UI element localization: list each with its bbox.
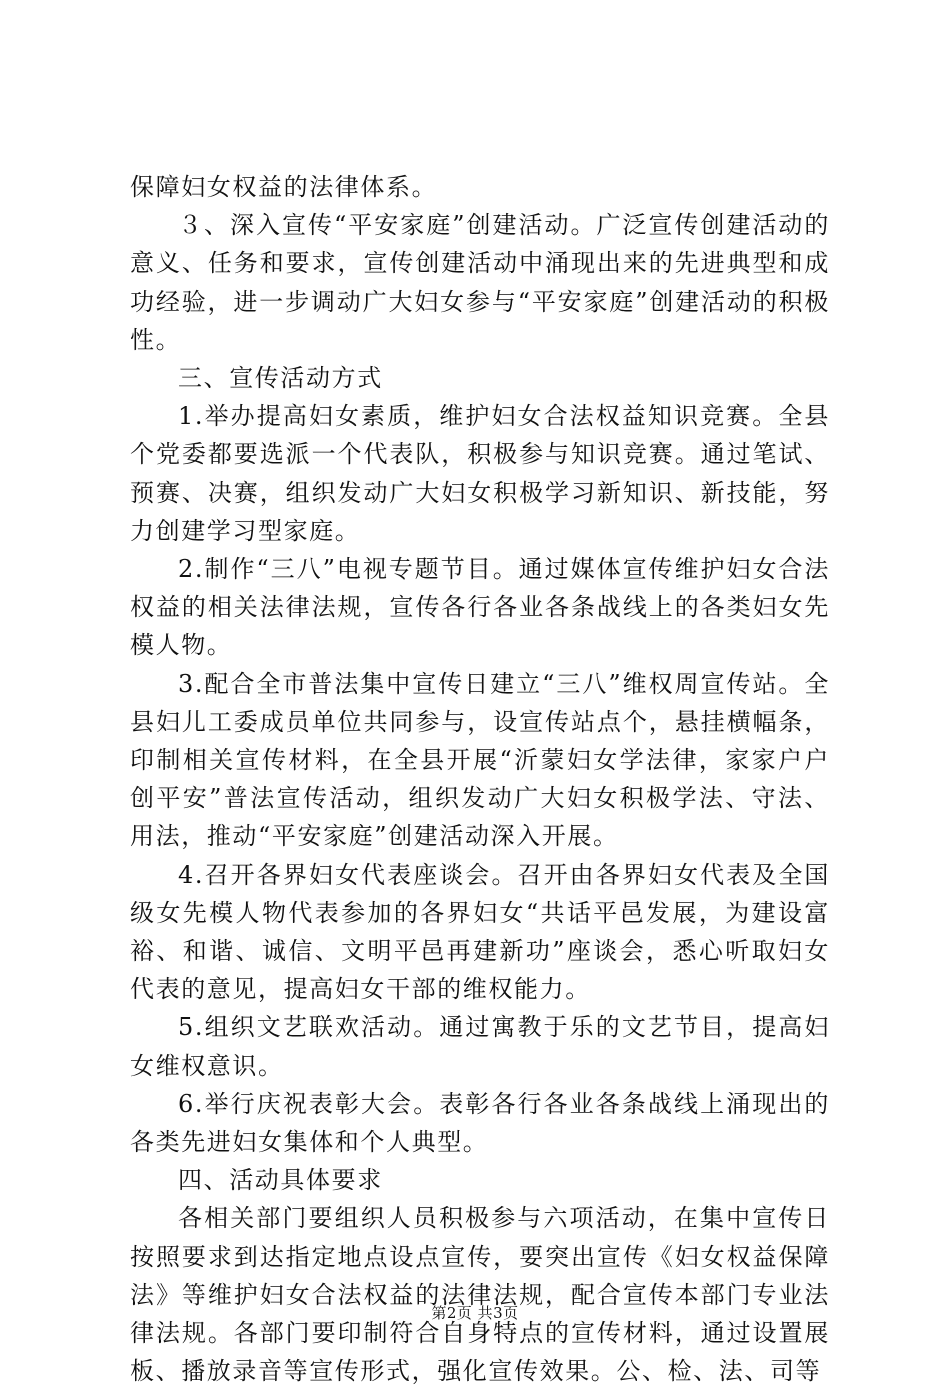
document-body — [130, 168, 830, 1391]
paragraph-method-3-rights-station: 3.配合全市普法集中宣传日建立“三八”维权周宣传站。全县妇儿工委成员单位共同参与，设宣传站点个，悬挂横幅条，印制相关宣传材料，在全县开展“沂蒙妇女学法律，家家户户创平安”普法宣传活动，组织发动广大妇女积极学法、守法、用法，推动“平安家庭”创建活动深入开展。 — [130, 669, 830, 851]
paragraph-requirements-body: 各相关部门要组织人员积极参与六项活动，在集中宣传日按照要求到达指定地点设点宣传，要突出宣传《妇女权益保障法》等维护妇女合法权益的法律法规，配合宣传本部门专业法律法规。各部门要印制符合自身特点的宣传材料，通过设置展板、播放录音等宣传形式，强化宣传效果。公、检、法、司等 — [130, 1204, 830, 1386]
paragraph-method-1-contest: 1.举办提高妇女素质，维护妇女合法权益知识竞赛。全县个党委都要选派一个代表队，积极参与知识竞赛。通过笔试、预赛、决赛，组织发动广大妇女积极学习新知识、新技能，努力创建学习型家庭。 — [130, 402, 830, 545]
paragraph-method-4-symposium: 4.召开各界妇女代表座谈会。召开由各界妇女代表及全国级女先模人物代表参加的各界妇女“共话平邑发展，为建设富裕、和谐、诚信、文明平邑再建新功”座谈会，悉心听取妇女代表的意见，提高妇女干部的维权能力。 — [130, 860, 830, 1004]
paragraph-method-6-commendation: 6.举行庆祝表彰大会。表彰各行各业各条战线上涌现出的各类先进妇女集体和个人典型。 — [130, 1089, 830, 1157]
paragraph-item-3-safe-family: ３、深入宣传“平安家庭”创建活动。广泛宣传创建活动的意义、任务和要求，宣传创建活动中涌现出来的先进典型和成功经验，进一步调动广大妇女参与“平安家庭”创建活动的积极性。 — [130, 211, 830, 354]
page-number-footer: 第2页 共3页 — [431, 1304, 519, 1322]
section-heading-publicity-methods: 三、宣传活动方式 — [178, 364, 383, 393]
section-heading-requirements: 四、活动具体要求 — [178, 1166, 383, 1195]
paragraph-law-system-tail: 保障妇女权益的法律体系。 — [130, 173, 438, 201]
paragraph-method-2-tv-program: 2.制作“三八”电视专题节目。通过媒体宣传维护妇女合法权益的相关法律法规，宣传各行各业各条战线上的各类妇女先模人物。 — [130, 555, 830, 660]
paragraph-method-5-art-event: 5.组织文艺联欢活动。通过寓教于乐的文艺节目，提高妇女维权意识。 — [130, 1013, 830, 1080]
